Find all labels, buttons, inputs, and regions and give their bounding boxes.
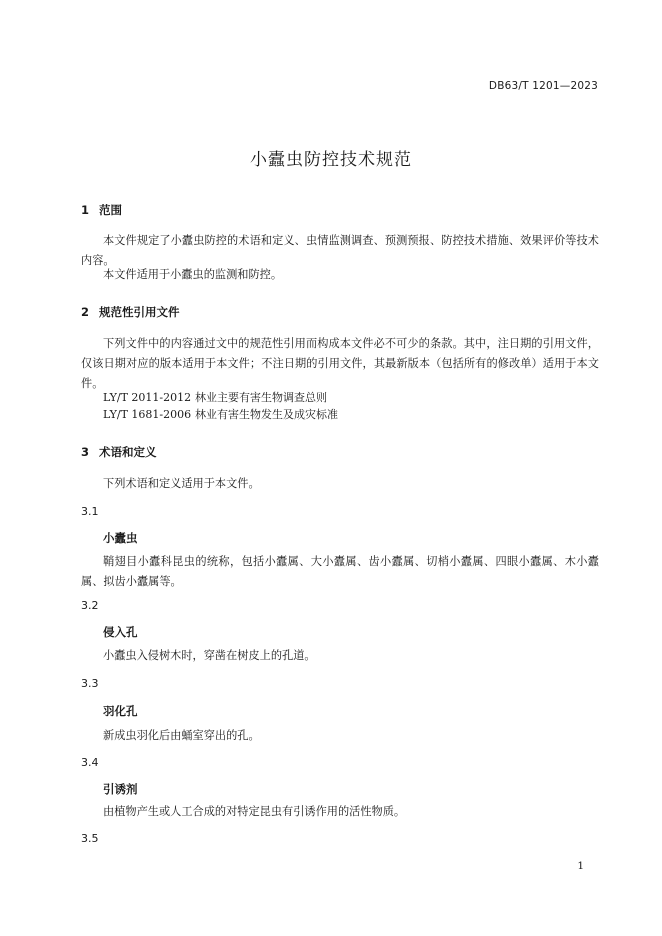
document-title: 小蠹虫防控技术规范 <box>250 150 412 170</box>
section-number: 1 <box>81 203 90 217</box>
section-title: 术语和定义 <box>99 445 157 459</box>
section-1-paragraph-2: 本文件适用于小蠹虫的监测和防控。 <box>103 268 283 281</box>
term-name: 侵入孔 <box>103 625 138 639</box>
reference-name: 林业有害生物发生及成灾标准 <box>195 408 338 421</box>
section-number: 3 <box>81 445 90 459</box>
term-number: 3.4 <box>81 756 99 769</box>
reference-name: 林业主要有害生物调查总则 <box>195 391 327 404</box>
term-definition: 小蠹虫入侵树木时，穿凿在树皮上的孔道。 <box>103 649 316 662</box>
term-number: 3.3 <box>81 677 99 690</box>
document-code: DB63/T 1201—2023 <box>488 80 598 92</box>
section-number: 2 <box>81 305 90 319</box>
reference-code: LY/T 1681-2006 <box>103 408 192 421</box>
term-name: 引诱剂 <box>103 782 138 796</box>
section-title: 规范性引用文件 <box>99 305 180 319</box>
reference-code: LY/T 2011-2012 <box>103 391 192 404</box>
term-number: 3.5 <box>81 832 99 845</box>
page-number: 1 <box>577 860 584 872</box>
section-2-heading <box>81 304 180 320</box>
section-1-heading <box>81 202 122 218</box>
term-definition: 由植物产生或人工合成的对特定昆虫有引诱作用的活性物质。 <box>103 805 406 818</box>
term-name: 小蠹虫 <box>103 531 138 545</box>
term-definition: 新成虫羽化后由蛹室穿出的孔。 <box>103 729 260 742</box>
section-1-paragraph-1: 本文件规定了小蠹虫防控的术语和定义、虫情监测调查、预测预报、防控技术措施、效果评价等技术内容。 <box>81 234 599 267</box>
term-definition: 鞘翅目小蠹科昆虫的统称，包括小蠹属、大小蠹属、齿小蠹属、切梢小蠹属、四眼小蠹属、木小蠹属、拟齿小蠹属等。 <box>81 555 599 588</box>
normative-reference <box>103 389 327 405</box>
section-3-heading <box>81 444 157 460</box>
term-name: 羽化孔 <box>103 704 138 718</box>
term-number: 3.1 <box>81 505 99 518</box>
normative-reference <box>103 406 338 422</box>
section-2-paragraph-1: 下列文件中的内容通过文中的规范性引用而构成本文件必不可少的条款。其中，注日期的引用文件，仅该日期对应的版本适用于本文件；不注日期的引用文件，其最新版本（包括所有的修改单）适用于本文件。 <box>81 337 599 390</box>
section-3-intro: 下列术语和定义适用于本文件。 <box>103 477 260 490</box>
section-title: 范围 <box>99 203 122 217</box>
term-number: 3.2 <box>81 599 99 612</box>
